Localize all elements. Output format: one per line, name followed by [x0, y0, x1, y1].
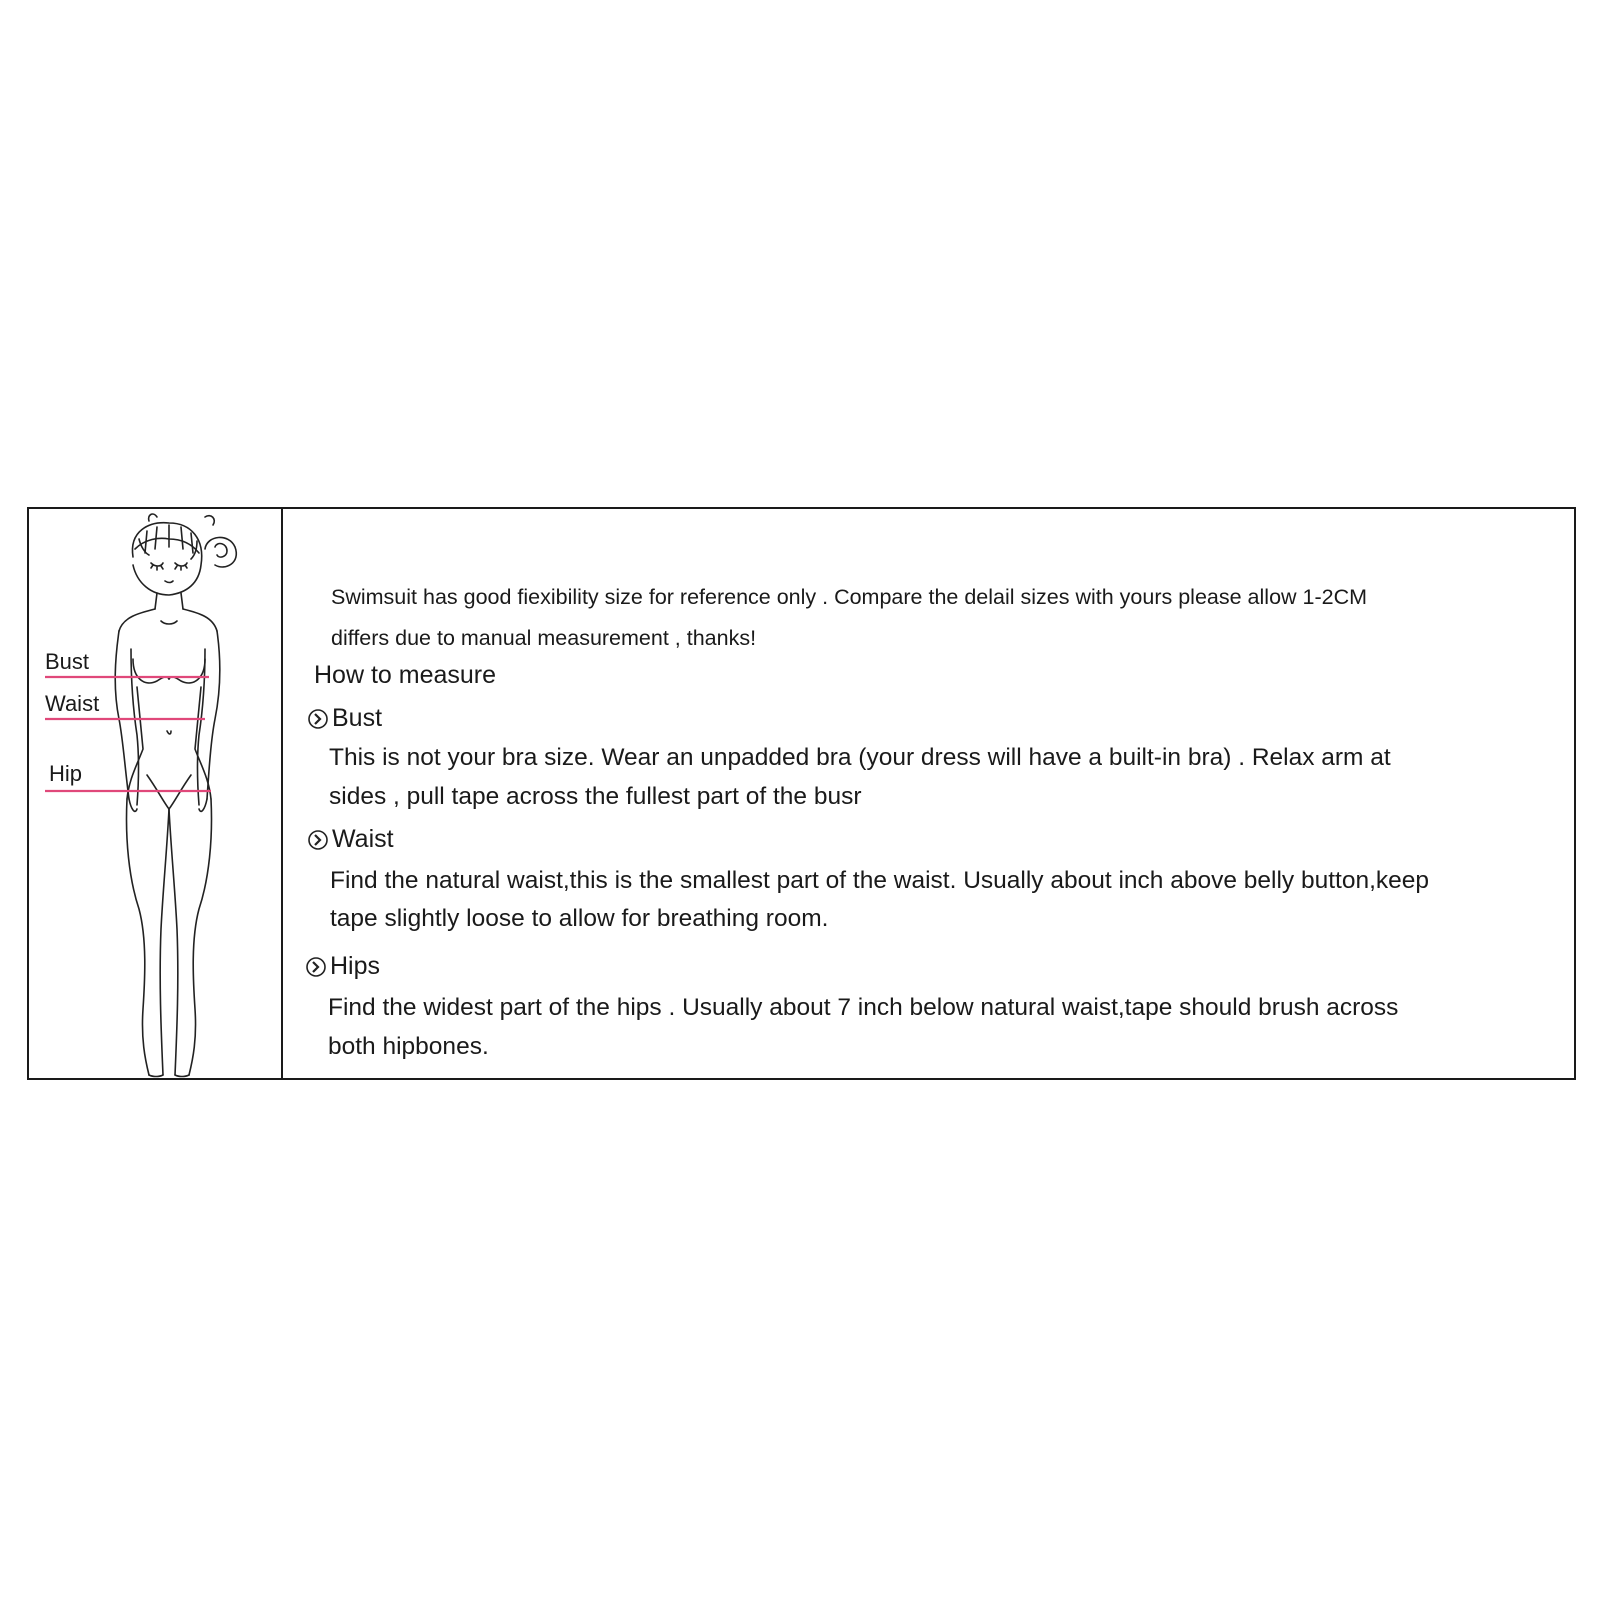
waist-desc-line-2: tape slightly loose to allow for breathing room. — [330, 905, 829, 932]
section-title-text: Hips — [330, 952, 381, 980]
section-title-waist — [307, 825, 394, 854]
arrow-circle-icon — [307, 708, 329, 730]
bust-desc-line-2: sides , pull tape across the fullest part of the busr — [329, 783, 862, 810]
hips-desc-line-1: Find the widest part of the hips . Usually about 7 inch below natural waist,tape should brush across — [328, 994, 1399, 1021]
bust-label: Bust — [45, 649, 90, 674]
section-title-text: Bust — [332, 704, 383, 732]
page-title: How to measure — [314, 661, 497, 689]
section-title-bust — [307, 704, 382, 733]
instructions-panel — [283, 509, 1574, 1078]
hip-label: Hip — [49, 761, 83, 786]
arrow-circle-icon — [305, 956, 327, 978]
size-guide-box — [27, 507, 1576, 1080]
arrow-circle-icon — [307, 829, 329, 851]
intro-line-1: Swimsuit has good fiexibility size for reference only . Compare the delail sizes with yours please allow 1-2CM — [331, 585, 1368, 609]
body-figure-panel — [29, 509, 281, 1078]
intro-line-2: differs due to manual measurement , thanks! — [331, 626, 757, 650]
bust-desc-line-1: This is not your bra size. Wear an unpadded bra (your dress will have a built-in bra) . Relax arm at — [329, 744, 1391, 771]
section-title-text: Waist — [332, 825, 394, 853]
hips-desc-line-2: both hipbones. — [328, 1033, 489, 1060]
waist-desc-line-1: Find the natural waist,this is the smallest part of the waist. Usually about inch above belly button,keep — [330, 867, 1430, 894]
section-title-hips — [305, 952, 380, 981]
body-figure-illustration — [29, 509, 281, 1078]
waist-label: Waist — [45, 691, 100, 716]
